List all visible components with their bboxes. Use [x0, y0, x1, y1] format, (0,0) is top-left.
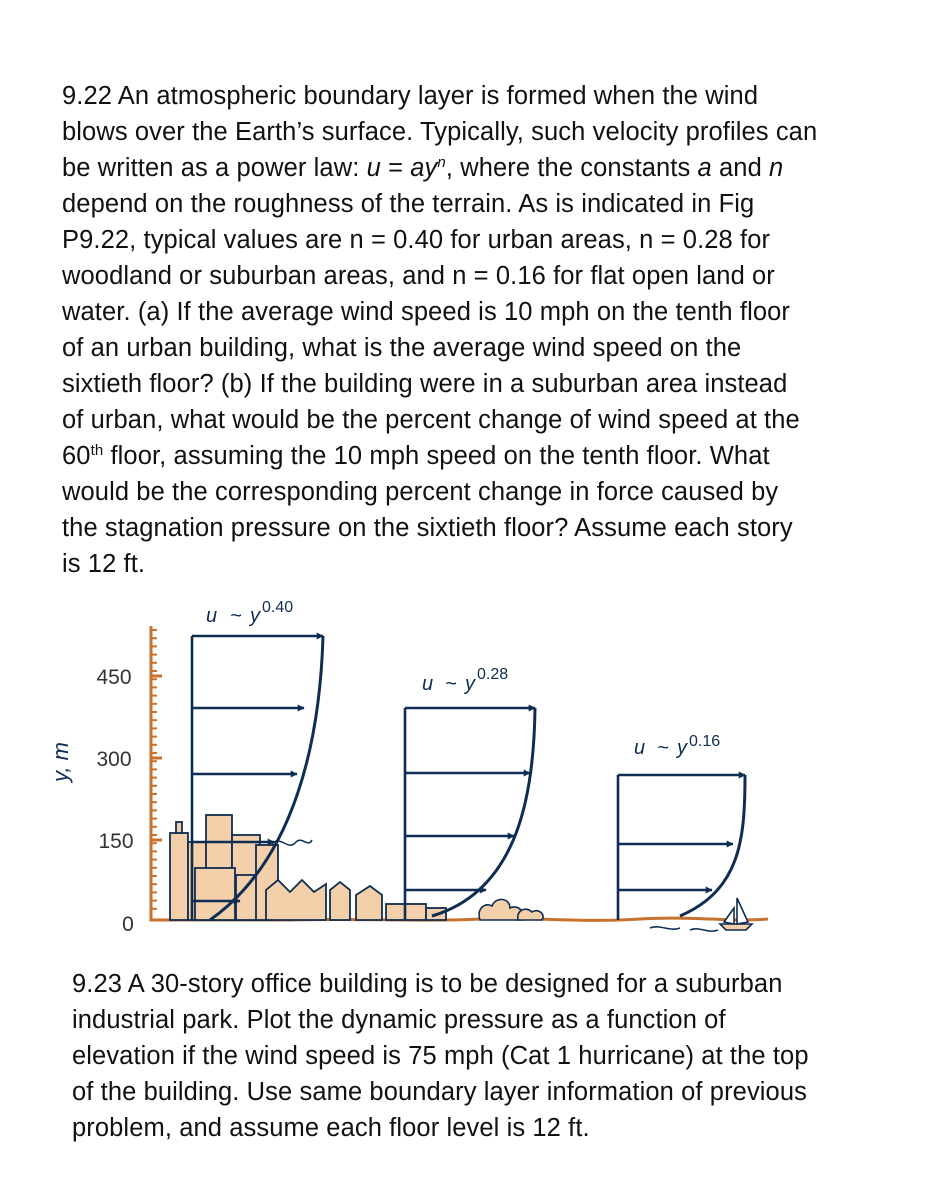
text-line: problem, and assume each floor level is 12 ft.	[72, 1114, 590, 1142]
problem-9-23-text	[72, 966, 892, 1146]
text-run: 60	[62, 442, 91, 470]
y-axis-ruler	[151, 626, 171, 920]
variable-a: a	[697, 154, 712, 182]
label-tilde: ~	[230, 605, 242, 627]
label-u: u	[206, 605, 218, 627]
label-tilde: ~	[657, 737, 669, 759]
exponent-n: n	[437, 154, 446, 171]
y-axis-label: y, m	[48, 742, 73, 782]
text-run: and	[711, 154, 770, 182]
text-line: sixtieth floor? (b) If the building were in a suburban area instead	[62, 370, 788, 398]
label-exponent: 0.16	[689, 733, 721, 750]
y-tick-label: 0	[122, 913, 134, 936]
y-tick-label: 150	[98, 830, 134, 853]
text-run: , where the constants	[445, 154, 698, 182]
text-line: depend on the roughness of the terrain. As is indicated in Fig	[62, 190, 755, 218]
trees-illustration	[479, 899, 543, 920]
text-line: of the building. Use same boundary layer information of previous	[72, 1078, 807, 1106]
text-line: water. (a) If the average wind speed is 10 mph on the tenth floor	[62, 298, 791, 326]
label-exponent: 0.40	[262, 599, 294, 616]
profile-suburban-curve	[432, 708, 535, 916]
label-tilde: ~	[445, 673, 457, 695]
text-run: be written as a power law:	[62, 154, 367, 182]
text-line: blows over the Earth’s surface. Typically, such velocity profiles can	[62, 118, 818, 146]
text-run: floor, assuming the 10 mph speed on the tenth floor. What	[103, 442, 770, 470]
text-line: P9.22, typical values are n = 0.40 for urban areas, n = 0.28 for	[62, 226, 771, 254]
profile-label-suburban	[422, 666, 508, 695]
profile-label-urban	[206, 599, 293, 627]
boundary-layer-figure	[40, 590, 780, 945]
label-exponent: 0.28	[477, 666, 509, 683]
text-line: would be the corresponding percent change in force caused by	[62, 478, 779, 506]
label-y: y	[677, 737, 687, 759]
variable-n: n	[769, 154, 784, 182]
text-line: is 12 ft.	[62, 550, 146, 578]
text-line	[62, 150, 882, 186]
text-line: industrial park. Plot the dynamic pressure as a function of	[72, 1006, 726, 1034]
label-u: u	[422, 673, 434, 695]
y-tick-label: 300	[96, 748, 132, 771]
text-line: the stagnation pressure on the sixtieth floor? Assume each story	[62, 514, 793, 542]
profile-label-water	[634, 733, 720, 759]
variable-ay: ay	[410, 154, 438, 182]
text-run: =	[380, 154, 411, 182]
problem-9-22-text	[62, 78, 882, 582]
y-tick-label: 450	[96, 666, 132, 689]
text-line: woodland or suburban areas, and n = 0.16 for flat open land or	[62, 262, 775, 290]
text-line	[62, 438, 882, 474]
text-line: 9.22 An atmospheric boundary layer is formed when the wind	[62, 82, 759, 110]
text-line: 9.23 A 30-story office building is to be designed for a suburban	[72, 970, 783, 998]
label-y: y	[250, 605, 260, 627]
text-line: of an urban building, what is the average wind speed on the	[62, 334, 742, 362]
label-y: y	[465, 673, 475, 695]
label-u: u	[634, 737, 646, 759]
ordinal-suffix: th	[90, 442, 104, 459]
text-line: of urban, what would be the percent change of wind speed at the	[62, 406, 800, 434]
text-line: elevation if the wind speed is 75 mph (Cat 1 hurricane) at the top	[72, 1042, 809, 1070]
profile-water-curve	[680, 775, 745, 916]
variable-u: u	[366, 154, 381, 182]
